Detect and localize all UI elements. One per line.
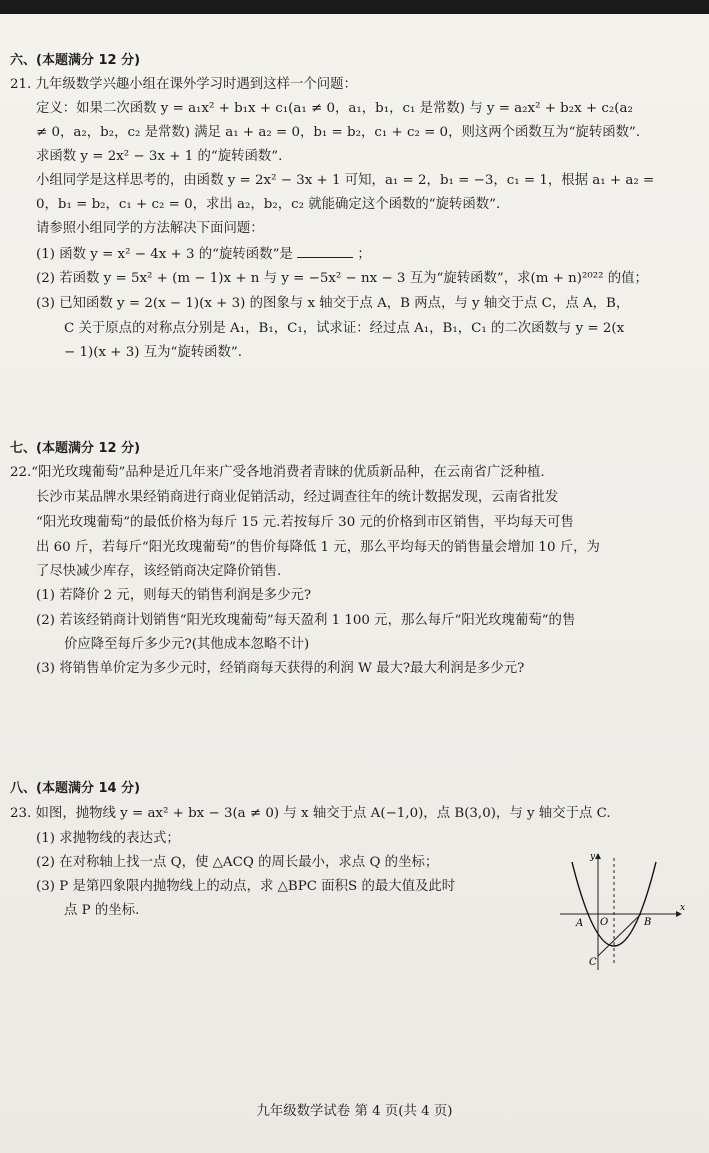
point-c-label: C — [589, 957, 597, 968]
q21-part-3-c: − 1)(x + 3) 互为“旋转函数”. — [64, 345, 243, 360]
y-axis-arrow — [595, 853, 601, 859]
q21-part-3-b: C 关于原点的对称点分别是 A₁，B₁，C₁，试求证：经过点 A₁，B₁，C₁ 的二次函数与 y = 2(x — [64, 321, 625, 336]
q21-thinking-1: 小组同学是这样思考的，由函数 y = 2x² − 3x + 1 可知，a₁ = 2，b₁ = −3，c₁ = 1，根据 a₁ + a₂ = — [36, 173, 655, 188]
q21-part-1-end: ； — [357, 247, 371, 262]
section-7-heading: 七、(本题满分 12 分) — [10, 441, 141, 456]
q22-part-3: (3) 将销售单价定为多少元时，经销商每天获得的利润 W 最大?最大利润是多少元? — [36, 661, 525, 676]
section-6-heading: 六、(本题满分 12 分) — [10, 53, 141, 68]
parabola-curve — [572, 862, 656, 946]
parabola-svg — [558, 848, 688, 973]
point-b-label: B — [644, 917, 652, 928]
q21-definition-1: 定义：如果二次函数 y = a₁x² + b₁x + c₁(a₁ ≠ 0，a₁，b₁，c₁ 是常数) 与 y = a₂x² + b₂x + c₂(a₂ — [36, 101, 633, 116]
q23-part-1: (1) 求抛物线的表达式； — [36, 831, 180, 846]
parabola-figure — [558, 848, 688, 973]
q21-task: 求函数 y = 2x² − 3x + 1 的“旋转函数”. — [36, 149, 283, 164]
q22-line-4: 出 60 斤，若每斤“阳光玫瑰葡萄”的售价每降低 1 元，那么平均每天的销售量会增加 10 斤，为 — [36, 540, 600, 555]
q22-line-2: 长沙市某品牌水果经销商进行商业促销活动，经过调查往年的统计数据发现，云南省批发 — [36, 490, 559, 505]
q21-part-1-text: (1) 函数 y = x² − 4x + 3 的“旋转函数”是 — [36, 247, 293, 262]
q23-part-3-b: 点 P 的坐标. — [64, 903, 140, 918]
q21-part-2: (2) 若函数 y = 5x² + (m − 1)x + n 与 y = −5x² − nx − 3 互为“旋转函数”，求(m + n)²⁰²² 的值； — [36, 271, 648, 286]
q23-part-3-a: (3) P 是第四象限内抛物线上的动点，求 △BPC 面积S 的最大值及此时 — [36, 879, 456, 894]
q22-part-2-a: (2) 若该经销商计划销售“阳光玫瑰葡萄”每天盈利 1 100 元，那么每斤“阳光玫瑰葡萄”的售 — [36, 613, 576, 628]
answer-blank — [297, 245, 353, 258]
q22-line-3: “阳光玫瑰葡萄”的最低价格为每斤 15 元.若按每斤 30 元的价格到市区销售，平均每天可售 — [36, 515, 574, 530]
q21-intro: 21. 九年级数学兴趣小组在课外学习时遇到这样一个问题： — [10, 77, 357, 92]
q23-intro: 23. 如图，抛物线 y = ax² + bx − 3(a ≠ 0) 与 x 轴交于点 A(−1,0)，点 B(3,0)，与 y 轴交于点 C. — [10, 806, 611, 821]
q21-part-1 — [36, 245, 371, 264]
page-footer: 九年级数学试卷 第 4 页(共 4 页) — [256, 1104, 453, 1119]
q21-definition-2: ≠ 0，a₂，b₂，c₂ 是常数) 满足 a₁ + a₂ = 0，b₁ = b₂，c₁ + c₂ = 0，则这两个函数互为“旋转函数”. — [36, 125, 641, 140]
section-8-heading: 八、(本题满分 14 分) — [10, 781, 141, 796]
q21-part-3-a: (3) 已知函数 y = 2(x − 1)(x + 3) 的图象与 x 轴交于点 A，B 两点，与 y 轴交于点 C，点 A，B， — [36, 296, 630, 311]
point-a-label: A — [576, 918, 584, 929]
q22-part-1: (1) 若降价 2 元，则每天的销售利润是多少元? — [36, 588, 312, 603]
q21-thinking-2: 0，b₁ = b₂，c₁ + c₂ = 0，求出 a₂，b₂，c₂ 就能确定这个函数的“旋转函数”. — [36, 197, 501, 212]
x-label: x — [680, 903, 686, 913]
origin-label: O — [600, 917, 609, 928]
q22-line-5: 了尽快减少库存，该经销商决定降价销售. — [36, 564, 282, 579]
q23-part-2: (2) 在对称轴上找一点 Q，使 △ACQ 的周长最小，求点 Q 的坐标； — [36, 855, 439, 870]
top-dark-edge — [0, 0, 709, 14]
q22-part-2-b: 价应降至每斤多少元?(其他成本忽略不计) — [64, 637, 310, 652]
y-label: y — [590, 852, 596, 862]
q21-instruction: 请参照小组同学的方法解决下面问题： — [36, 221, 264, 236]
q22-line-1: 22.“阳光玫瑰葡萄”品种是近几年来广受各地消费者青睐的优质新品种，在云南省广泛种植. — [10, 465, 545, 480]
